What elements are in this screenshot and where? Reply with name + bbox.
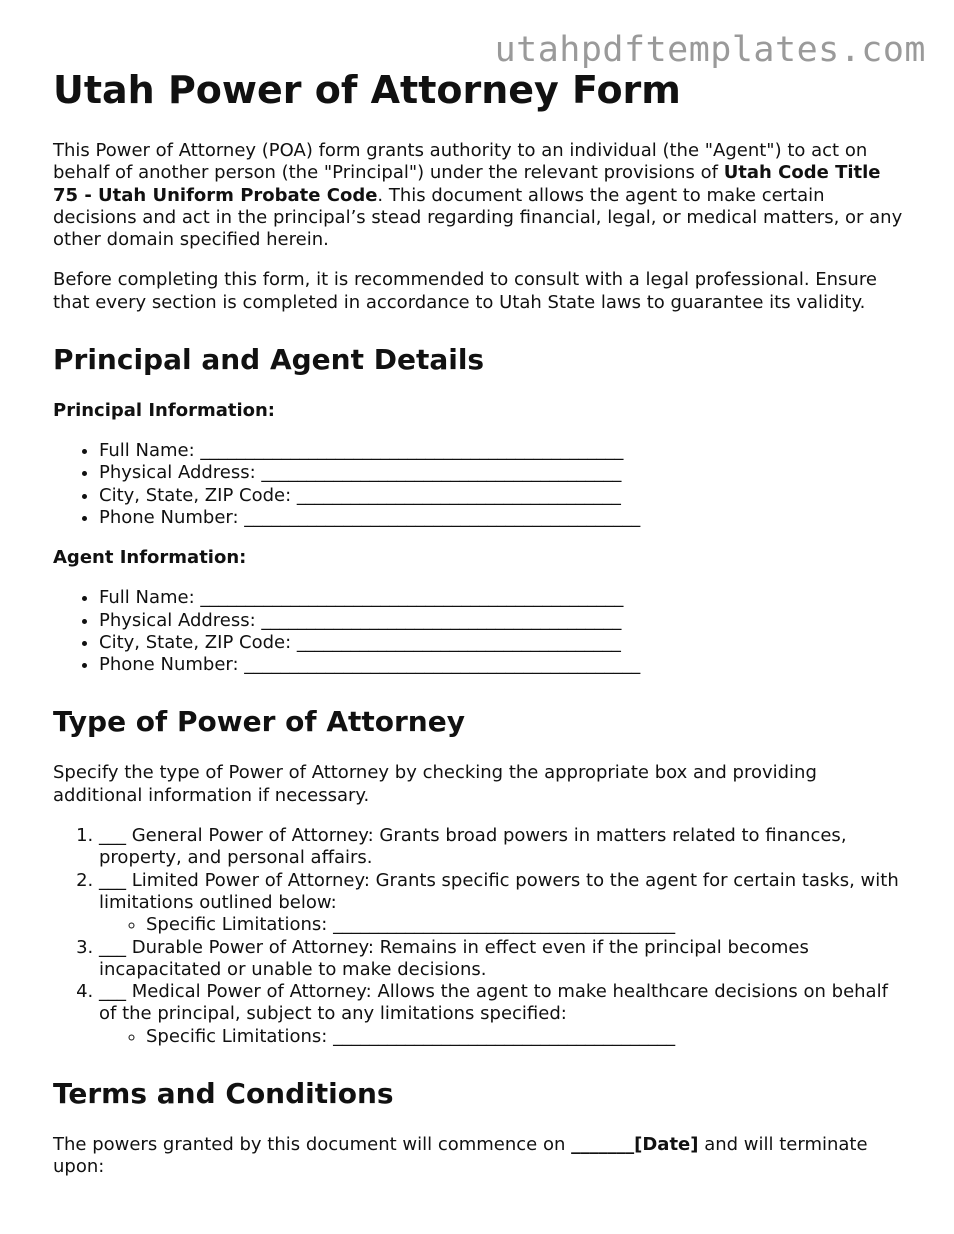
principal-address-field[interactable]: • Physical Address: ________________________________________ <box>99 462 909 484</box>
terms-text-1: The powers granted by this document will commence on <box>53 1134 572 1156</box>
medical-poa-limitations-field[interactable]: ◦ Specific Limitations: ______________________________________ <box>146 1026 909 1048</box>
principal-city-state-zip-field[interactable]: • City, State, ZIP Code: ____________________________________ <box>99 485 909 507</box>
commence-date-field[interactable]: _______[Date] <box>571 1134 699 1156</box>
durable-poa-text: ___ Durable Power of Attorney: Remains in effect even if the principal becomes incapacitated or unable to make decisions. <box>99 936 809 980</box>
principal-fields <box>53 440 909 529</box>
terms-text-2: and will terminate upon: <box>53 1134 868 1178</box>
intro-paragraph <box>53 140 909 251</box>
durable-poa-option[interactable] <box>99 937 909 982</box>
agent-address-field[interactable]: • Physical Address: ________________________________________ <box>99 610 909 632</box>
general-poa-text: ___ General Power of Attorney: Grants broad powers in matters related to finances, property, and personal affairs. <box>99 825 847 869</box>
type-intro: Specify the type of Power of Attorney by checking the appropriate box and providing additional information if necessary. <box>53 762 817 806</box>
principal-label: Principal Information: <box>53 400 276 422</box>
intro-text-2: . This document allows the agent to make certain decisions and act in the principal’s stead regarding financial, legal, or medical matters, or any other domain specified herein. <box>53 184 903 251</box>
agent-city-state-zip-field[interactable]: • City, State, ZIP Code: ____________________________________ <box>99 632 909 654</box>
type-options <box>53 825 909 1048</box>
intro-text-1: This Power of Attorney (POA) form grants authority to an individual (the "Agent") to act on behalf of another person (the "Principal") under the relevant provisions of <box>53 140 868 184</box>
page-title: Utah Power of Attorney Form <box>53 68 681 112</box>
terms-paragraph <box>53 1134 909 1179</box>
document-page <box>53 66 909 1197</box>
type-heading: Type of Power of Attorney <box>53 705 465 739</box>
consult-paragraph: Before completing this form, it is recommended to consult with a legal professional. Ensure that every section is completed in accordance to Utah State laws to guarantee its validity. <box>53 269 877 313</box>
agent-phone-field[interactable]: • Phone Number: ____________________________________________ <box>99 654 909 676</box>
principal-phone-field[interactable]: • Phone Number: ____________________________________________ <box>99 507 909 529</box>
limited-poa-limitations-field[interactable]: ◦ Specific Limitations: ______________________________________ <box>146 914 909 936</box>
intro-code-reference: Utah Code Title 75 - Utah Uniform Probate Code <box>53 162 881 206</box>
details-heading: Principal and Agent Details <box>53 343 485 377</box>
medical-poa-text: ___ Medical Power of Attorney: Allows the agent to make healthcare decisions on behalf of the principal, subject to any limitations specified: <box>99 981 888 1025</box>
agent-label: Agent Information: <box>53 547 247 569</box>
medical-poa-sublist <box>99 1026 909 1048</box>
general-poa-option[interactable] <box>99 825 909 870</box>
agent-full-name-field[interactable]: • Full Name: _______________________________________________ <box>99 587 909 609</box>
limited-poa-sublist <box>99 914 909 936</box>
agent-fields <box>53 587 909 676</box>
medical-poa-option[interactable] <box>99 981 909 1048</box>
limited-poa-option[interactable] <box>99 870 909 937</box>
principal-full-name-field[interactable]: • Full Name: _______________________________________________ <box>99 440 909 462</box>
watermark: utahpdftemplates.com <box>494 30 926 70</box>
limited-poa-text: ___ Limited Power of Attorney: Grants specific powers to the agent for certain tasks, with limitations outlined below: <box>99 869 899 913</box>
terms-heading: Terms and Conditions <box>53 1077 394 1111</box>
